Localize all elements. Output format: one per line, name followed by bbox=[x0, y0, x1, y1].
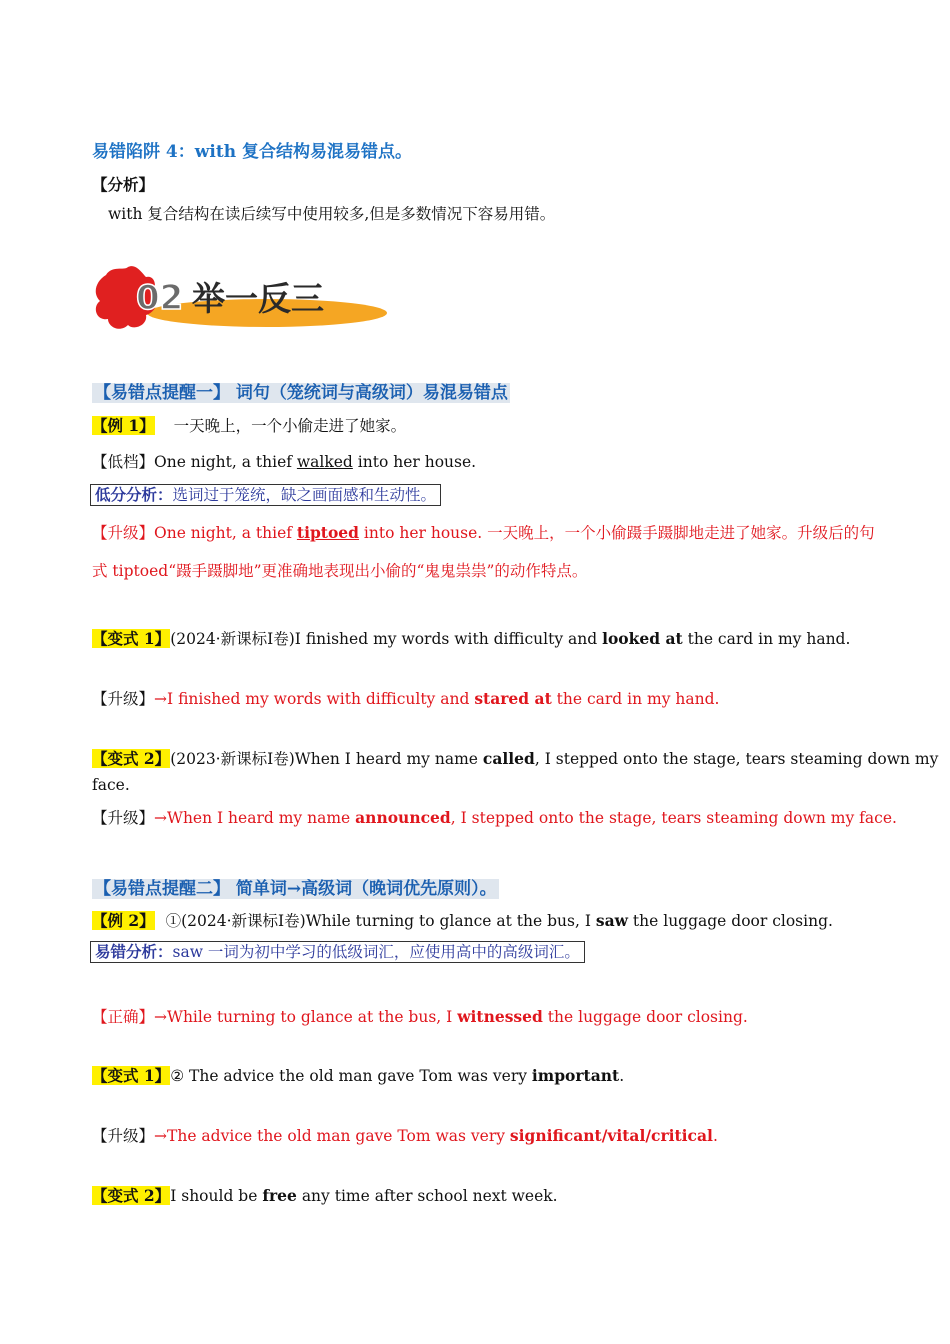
variant1-line bbox=[92, 627, 850, 649]
s2-variant2-post: any time after school next week. bbox=[296, 1187, 558, 1205]
arrow-icon: → bbox=[154, 1008, 168, 1026]
variant1-post: the card in my hand. bbox=[682, 630, 851, 648]
variant2-upgrade-pre: When I heard my name bbox=[167, 809, 356, 827]
arrow-icon: → bbox=[154, 809, 168, 827]
correct-pre: While turning to glance at the bus, I bbox=[167, 1008, 458, 1026]
arrow-icon: → bbox=[154, 1127, 168, 1145]
low-line bbox=[92, 450, 476, 472]
upgrade1-label: 【升级】 bbox=[92, 524, 155, 542]
low-analysis-box bbox=[90, 484, 441, 506]
example1-line bbox=[92, 414, 406, 436]
s2-variant1-upgrade-word: significant/vital/critical bbox=[509, 1126, 713, 1145]
trap-title: 易错陷阱 4：with 复合结构易混易错点。 bbox=[92, 142, 412, 162]
variant2-upgrade-word: announced bbox=[355, 808, 451, 827]
variant2-line2: face. bbox=[92, 776, 130, 794]
error-analysis-lead: 易错分析： bbox=[95, 942, 173, 961]
variant1-upgrade-line bbox=[92, 687, 719, 709]
variant1-label: 【变式 1】 bbox=[92, 629, 171, 648]
upgrade1-line2: 式 tiptoed“蹑手蹑脚地”更准确地表现出小偷的“鬼鬼祟祟”的动作特点。 bbox=[92, 562, 588, 580]
variant2-word: called bbox=[482, 749, 535, 768]
variant2-upgrade-post: , I stepped onto the stage, tears steaming down my face. bbox=[450, 809, 897, 827]
variant2-line1 bbox=[92, 747, 938, 769]
variant2-label: 【变式 2】 bbox=[92, 749, 171, 768]
low-word: walked bbox=[296, 453, 353, 471]
banner-title: 举一反三 bbox=[192, 279, 324, 318]
low-analysis-lead: 低分分析： bbox=[95, 485, 173, 504]
upgrade1-post: into her house. 一天晚上，一个小偷蹑手蹑脚地走进了她家。升级后的句 bbox=[359, 524, 875, 542]
variant2-upgrade-label: 【升级】 bbox=[92, 809, 155, 827]
upgrade1-word: tiptoed bbox=[296, 523, 359, 542]
s2-variant1-upgrade-post: . bbox=[712, 1127, 718, 1145]
variant2-pre: (2023·新课标Ⅰ卷)When I heard my name bbox=[170, 750, 483, 768]
analysis-label: 【分析】 bbox=[92, 175, 155, 194]
upgrade1-pre: One night, a thief bbox=[154, 524, 297, 542]
section2-title: 【易错点提醒二】 简单词→高级词（晚词优先原则）。 bbox=[94, 879, 497, 899]
s2-variant1-pre: ② The advice the old man gave Tom was very bbox=[170, 1067, 532, 1085]
variant1-upgrade-pre: I finished my words with difficulty and bbox=[167, 690, 475, 708]
s2-variant1-upgrade-line bbox=[92, 1124, 718, 1146]
s2-variant1-upgrade-label: 【升级】 bbox=[92, 1127, 155, 1145]
banner-number: 02 bbox=[136, 278, 184, 318]
error-analysis-box bbox=[90, 941, 585, 963]
upgrade1-line1 bbox=[92, 521, 875, 543]
s2-variant2-line bbox=[92, 1184, 558, 1206]
variant1-upgrade-word: stared at bbox=[474, 689, 552, 708]
correct-line bbox=[92, 1005, 748, 1027]
analysis-text: with 复合结构在读后续写中使用较多,但是多数情况下容易用错。 bbox=[108, 205, 556, 223]
variant1-upgrade-label: 【升级】 bbox=[92, 690, 155, 708]
s2-variant1-upgrade-pre: The advice the old man gave Tom was very bbox=[167, 1127, 510, 1145]
variant1-upgrade-post: the card in my hand. bbox=[551, 690, 720, 708]
section1-title: 【易错点提醒一】 词句（笼统词与高级词）易混易错点 bbox=[94, 383, 508, 403]
example1-label: 【例 1】 bbox=[92, 416, 155, 435]
variant2-post: , I stepped onto the stage, tears steaming down my bbox=[534, 750, 939, 768]
section2-title-wrap bbox=[92, 874, 499, 899]
variant2-upgrade-line bbox=[92, 806, 897, 828]
low-analysis-text: 选词过于笼统，缺之画面感和生动性。 bbox=[172, 486, 437, 504]
s2-variant1-line bbox=[92, 1064, 624, 1086]
low-post: into her house. bbox=[352, 453, 477, 471]
example2-label: 【例 2】 bbox=[92, 911, 155, 930]
example2-pre: ①(2024·新课标Ⅰ卷)While turning to glance at the bus, I bbox=[160, 912, 596, 930]
low-pre: One night, a thief bbox=[154, 453, 297, 471]
s2-variant1-post: . bbox=[619, 1067, 625, 1085]
section1-title-wrap bbox=[92, 378, 510, 403]
s2-variant1-word: important bbox=[531, 1066, 620, 1085]
correct-post: the luggage door closing. bbox=[542, 1008, 748, 1026]
arrow-icon: → bbox=[154, 690, 168, 708]
low-label: 【低档】 bbox=[92, 453, 155, 471]
s2-variant1-label: 【变式 1】 bbox=[92, 1066, 171, 1085]
correct-label: 【正确】 bbox=[92, 1008, 155, 1026]
variant1-word: looked at bbox=[602, 629, 683, 648]
banner-graphic bbox=[92, 263, 392, 338]
example2-word: saw bbox=[595, 911, 628, 930]
section-banner bbox=[92, 263, 392, 338]
example2-post: the luggage door closing. bbox=[628, 912, 833, 930]
s2-variant2-label: 【变式 2】 bbox=[92, 1186, 171, 1205]
s2-variant2-pre: I should be bbox=[170, 1187, 263, 1205]
variant1-pre: (2024·新课标Ⅰ卷)I finished my words with difficulty and bbox=[170, 630, 603, 648]
correct-word: witnessed bbox=[457, 1007, 543, 1026]
example1-text: 一天晚上，一个小偷走进了她家。 bbox=[173, 417, 407, 435]
s2-variant2-word: free bbox=[262, 1186, 297, 1205]
error-analysis-text: saw 一词为初中学习的低级词汇，应使用高中的高级词汇。 bbox=[172, 943, 580, 961]
example2-line bbox=[92, 909, 833, 931]
